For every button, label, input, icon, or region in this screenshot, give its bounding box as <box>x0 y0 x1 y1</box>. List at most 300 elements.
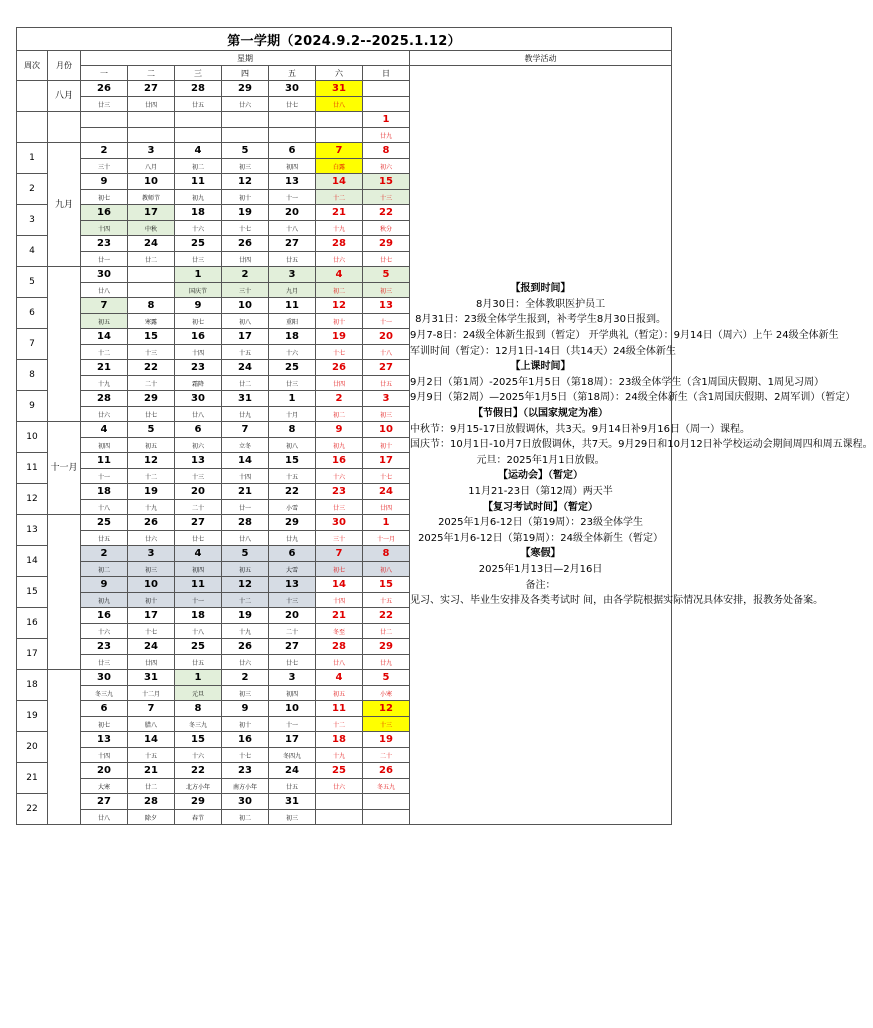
day-number: 31 <box>222 391 269 407</box>
lunar-date: 三十 <box>81 159 128 174</box>
day-number: 31 <box>128 670 175 686</box>
lunar-date: 十一 <box>175 593 222 608</box>
day-number: 7 <box>81 298 128 314</box>
lunar-date: 初八 <box>222 314 269 329</box>
week-number: 14 <box>17 546 48 577</box>
day-number: 27 <box>128 81 175 97</box>
school-calendar-table <box>16 27 873 825</box>
activity-line: 8月30日：全体教职医护员工 <box>476 298 606 310</box>
lunar-date: 初三 <box>363 283 410 298</box>
lunar-date: 二十 <box>363 748 410 763</box>
day-number: 4 <box>316 670 363 686</box>
day-number: 8 <box>363 546 410 562</box>
week-number: 1 <box>17 143 48 174</box>
day-number: 21 <box>128 763 175 779</box>
lunar-date: 廿九 <box>363 655 410 670</box>
lunar-date: 廿二 <box>128 252 175 267</box>
week-number: 2 <box>17 174 48 205</box>
activity-line: 2025年1月13日—2月16日 <box>478 563 603 575</box>
day-number: 11 <box>269 298 316 314</box>
lunar-date: 十三 <box>175 469 222 484</box>
lunar-date: 十六 <box>316 469 363 484</box>
day-number: 30 <box>81 670 128 686</box>
day-number: 13 <box>363 298 410 314</box>
day-number: 26 <box>363 763 410 779</box>
lunar-date: 冬四九 <box>269 748 316 763</box>
day-number: 15 <box>363 577 410 593</box>
day-number: 29 <box>175 794 222 810</box>
activity-line: 元旦：2025年1月1日放假。 <box>476 454 605 466</box>
lunar-date: 廿九 <box>222 407 269 422</box>
lunar-date: 十一 <box>269 717 316 732</box>
day-number: 19 <box>316 329 363 345</box>
day-number: 13 <box>81 732 128 748</box>
lunar-date: 初八 <box>363 562 410 577</box>
lunar-date <box>269 128 316 143</box>
lunar-date: 初九 <box>316 438 363 453</box>
lunar-date: 廿八 <box>81 283 128 298</box>
day-number: 24 <box>269 763 316 779</box>
lunar-date: 廿四 <box>316 376 363 391</box>
day-number: 2 <box>222 267 269 283</box>
activity-section-heading: 【报到时间】 <box>510 283 571 295</box>
day-number: 27 <box>269 639 316 655</box>
day-number: 23 <box>81 236 128 252</box>
lunar-date: 初七 <box>175 314 222 329</box>
day-number <box>128 112 175 128</box>
lunar-date: 廿三 <box>269 376 316 391</box>
day-number: 5 <box>128 422 175 438</box>
day-number <box>222 112 269 128</box>
day-number: 1 <box>175 267 222 283</box>
day-number: 12 <box>316 298 363 314</box>
day-number: 26 <box>81 81 128 97</box>
lunar-date: 十二月 <box>128 686 175 701</box>
lunar-date: 廿八 <box>316 97 363 112</box>
week-number <box>17 112 48 143</box>
day-number: 31 <box>316 81 363 97</box>
lunar-date: 春节 <box>175 810 222 825</box>
day-number: 7 <box>222 422 269 438</box>
lunar-date: 廿六 <box>222 655 269 670</box>
lunar-date: 初九 <box>175 190 222 205</box>
lunar-date: 十二 <box>316 190 363 205</box>
lunar-date: 初二 <box>222 810 269 825</box>
day-number: 17 <box>222 329 269 345</box>
day-number: 18 <box>316 732 363 748</box>
lunar-date: 廿八 <box>316 655 363 670</box>
lunar-date: 廿九 <box>363 128 410 143</box>
day-number: 22 <box>363 205 410 221</box>
activity-line: 国庆节：10月1日-10月7日放假调休，共7天。9月29日和10月12日补学校运动会期间周四和周五课程。 <box>410 439 873 451</box>
weekday-header: 日 <box>363 66 410 81</box>
week-number: 11 <box>17 453 48 484</box>
lunar-date: 初六 <box>175 438 222 453</box>
lunar-date: 十一 <box>363 314 410 329</box>
day-number: 20 <box>363 329 410 345</box>
day-number: 8 <box>128 298 175 314</box>
day-number: 4 <box>316 267 363 283</box>
day-number: 13 <box>269 174 316 190</box>
day-number: 28 <box>316 236 363 252</box>
day-number: 9 <box>81 577 128 593</box>
day-number: 2 <box>81 546 128 562</box>
month-label <box>48 112 81 143</box>
lunar-date: 初四 <box>175 562 222 577</box>
lunar-date: 十五 <box>269 469 316 484</box>
day-number: 25 <box>316 763 363 779</box>
lunar-date: 九月 <box>269 283 316 298</box>
lunar-date: 十八 <box>81 500 128 515</box>
day-number: 28 <box>81 391 128 407</box>
day-number: 2 <box>222 670 269 686</box>
day-number: 20 <box>175 484 222 500</box>
lunar-date: 国庆节 <box>175 283 222 298</box>
lunar-date: 廿四 <box>222 252 269 267</box>
lunar-date: 八月 <box>128 159 175 174</box>
day-number: 22 <box>175 763 222 779</box>
lunar-date: 三十 <box>316 531 363 546</box>
lunar-date: 十七 <box>222 748 269 763</box>
day-number: 21 <box>222 484 269 500</box>
lunar-date: 初二 <box>175 159 222 174</box>
lunar-date: 十五 <box>128 748 175 763</box>
week-number <box>17 81 48 112</box>
lunar-date: 南方小年 <box>222 779 269 794</box>
day-number: 4 <box>175 143 222 159</box>
day-number: 28 <box>128 794 175 810</box>
lunar-date: 十五 <box>363 593 410 608</box>
lunar-date <box>316 128 363 143</box>
day-number: 22 <box>128 360 175 376</box>
lunar-date: 廿六 <box>316 779 363 794</box>
lunar-date: 十二 <box>316 717 363 732</box>
week-number: 13 <box>17 515 48 546</box>
lunar-date: 初五 <box>222 562 269 577</box>
day-number: 26 <box>128 515 175 531</box>
lunar-date: 廿七 <box>128 407 175 422</box>
day-number: 3 <box>269 267 316 283</box>
lunar-date: 十一 <box>81 469 128 484</box>
lunar-date: 廿二 <box>128 779 175 794</box>
lunar-date: 十八 <box>363 345 410 360</box>
day-number: 14 <box>128 732 175 748</box>
lunar-date: 十九 <box>128 500 175 515</box>
day-number: 18 <box>175 205 222 221</box>
lunar-date: 冬至 <box>316 624 363 639</box>
day-number: 5 <box>363 670 410 686</box>
day-number: 26 <box>222 236 269 252</box>
day-number <box>175 112 222 128</box>
day-number: 22 <box>269 484 316 500</box>
lunar-date: 小雪 <box>269 500 316 515</box>
activity-line: 2025年1月6-12日（第19周）：24级全体新生（暂定） <box>418 532 664 544</box>
lunar-date <box>316 810 363 825</box>
lunar-date: 大雪 <box>269 562 316 577</box>
lunar-date: 腊八 <box>128 717 175 732</box>
week-number: 4 <box>17 236 48 267</box>
day-number: 25 <box>175 236 222 252</box>
day-number: 14 <box>316 174 363 190</box>
week-number: 12 <box>17 484 48 515</box>
lunar-date: 十二 <box>128 469 175 484</box>
month-label: 八月 <box>48 81 81 112</box>
day-number <box>363 81 410 97</box>
day-number: 21 <box>316 205 363 221</box>
week-number: 3 <box>17 205 48 236</box>
lunar-date: 廿六 <box>128 531 175 546</box>
lunar-date: 十三 <box>269 593 316 608</box>
weekday-header: 四 <box>222 66 269 81</box>
activity-line: 见习、实习、毕业生安排及各类考试时 间，由各学院根据实际情况具体安排，报教务处备案。 <box>410 595 824 607</box>
day-number: 6 <box>269 546 316 562</box>
lunar-date: 十七 <box>128 624 175 639</box>
day-number: 14 <box>316 577 363 593</box>
lunar-date: 廿四 <box>128 97 175 112</box>
weekday-header: 三 <box>175 66 222 81</box>
day-number: 8 <box>269 422 316 438</box>
activities-header: 教学活动 <box>410 51 672 66</box>
lunar-date: 冬三九 <box>81 686 128 701</box>
week-number: 20 <box>17 732 48 763</box>
lunar-date: 北方小年 <box>175 779 222 794</box>
day-number: 19 <box>222 608 269 624</box>
day-number <box>316 112 363 128</box>
day-number: 8 <box>175 701 222 717</box>
day-number: 25 <box>175 639 222 655</box>
lunar-date: 十四 <box>316 593 363 608</box>
day-number: 29 <box>363 236 410 252</box>
lunar-date: 冬三九 <box>175 717 222 732</box>
day-number: 25 <box>81 515 128 531</box>
calendar-title: 第一学期（2024.9.2--2025.1.12） <box>17 28 672 51</box>
lunar-date: 廿八 <box>175 407 222 422</box>
lunar-date: 廿一 <box>81 252 128 267</box>
lunar-date: 十九 <box>316 748 363 763</box>
week-number: 6 <box>17 298 48 329</box>
lunar-date <box>222 128 269 143</box>
day-number: 3 <box>128 143 175 159</box>
lunar-date: 廿五 <box>269 252 316 267</box>
day-number: 16 <box>175 329 222 345</box>
day-number: 10 <box>128 174 175 190</box>
day-number: 23 <box>316 484 363 500</box>
day-number: 12 <box>222 174 269 190</box>
lunar-date: 廿四 <box>128 655 175 670</box>
lunar-date: 重阳 <box>269 314 316 329</box>
lunar-date: 二十 <box>269 624 316 639</box>
day-number: 5 <box>363 267 410 283</box>
activity-section-heading: 【运动会】（暂定） <box>498 470 584 482</box>
lunar-date: 冬五九 <box>363 779 410 794</box>
day-number: 21 <box>81 360 128 376</box>
lunar-date: 十六 <box>269 345 316 360</box>
lunar-date: 廿三 <box>81 655 128 670</box>
week-number: 17 <box>17 639 48 670</box>
day-number: 9 <box>81 174 128 190</box>
activity-line: 11月21-23日（第12周）两天半 <box>468 485 613 497</box>
day-number: 12 <box>363 701 410 717</box>
lunar-date: 廿五 <box>81 531 128 546</box>
day-number: 23 <box>222 763 269 779</box>
activity-line: 中秋节：9月15-17日放假调休，共3天。9月14日补9月16日（周一）课程。 <box>410 423 750 435</box>
lunar-date: 二十 <box>175 500 222 515</box>
activity-line: 8月31日：23级全体学生报到，补考学生8月30日报到。 <box>415 314 666 326</box>
lunar-date: 初七 <box>316 562 363 577</box>
day-number: 23 <box>81 639 128 655</box>
day-number: 14 <box>222 453 269 469</box>
lunar-date: 廿五 <box>363 376 410 391</box>
day-number: 24 <box>222 360 269 376</box>
day-number: 16 <box>316 453 363 469</box>
day-number: 15 <box>269 453 316 469</box>
month-label <box>48 515 81 670</box>
day-number: 18 <box>81 484 128 500</box>
lunar-date: 初三 <box>222 686 269 701</box>
lunar-date <box>363 97 410 112</box>
lunar-date: 初二 <box>81 562 128 577</box>
day-number: 7 <box>316 546 363 562</box>
lunar-date: 霜降 <box>175 376 222 391</box>
day-number: 11 <box>81 453 128 469</box>
day-number: 29 <box>222 81 269 97</box>
week-number: 15 <box>17 577 48 608</box>
day-number: 7 <box>128 701 175 717</box>
activity-line: 9月9日（第2周）—2025年1月5日（第18周）：24级全体新生（含1周国庆假期、2周军训）（暂定） <box>410 392 856 404</box>
day-number: 12 <box>128 453 175 469</box>
lunar-date: 三十 <box>222 283 269 298</box>
activity-line: 军训时间（暂定）：12月1日-14日（共14天）24级全体新生 <box>410 345 676 357</box>
lunar-date: 白露 <box>316 159 363 174</box>
lunar-date: 十五 <box>222 345 269 360</box>
day-number: 24 <box>363 484 410 500</box>
day-number: 12 <box>222 577 269 593</box>
weekday-header: 二 <box>128 66 175 81</box>
lunar-date: 廿三 <box>175 252 222 267</box>
lunar-date <box>363 810 410 825</box>
month-label: 九月 <box>48 143 81 267</box>
day-number: 27 <box>363 360 410 376</box>
day-number: 26 <box>222 639 269 655</box>
lunar-date: 十三 <box>128 345 175 360</box>
lunar-date: 十四 <box>81 748 128 763</box>
day-number: 30 <box>222 794 269 810</box>
day-number: 5 <box>222 143 269 159</box>
lunar-date <box>128 283 175 298</box>
lunar-date: 十九 <box>81 376 128 391</box>
day-number: 6 <box>175 422 222 438</box>
day-number: 6 <box>269 143 316 159</box>
lunar-date: 初三 <box>363 407 410 422</box>
lunar-date: 廿五 <box>269 779 316 794</box>
lunar-date: 中秋 <box>128 221 175 236</box>
lunar-date: 除夕 <box>128 810 175 825</box>
activity-line: 9月7-8日：24级全体新生报到（暂定） 开学典礼（暂定）：9月14日（周六）上午 24级全体新生 <box>410 330 839 342</box>
lunar-date: 教师节 <box>128 190 175 205</box>
day-number: 17 <box>128 205 175 221</box>
month-label <box>48 267 81 422</box>
day-number: 3 <box>363 391 410 407</box>
day-number: 16 <box>222 732 269 748</box>
lunar-date: 廿四 <box>363 500 410 515</box>
day-number: 18 <box>269 329 316 345</box>
day-number: 30 <box>175 391 222 407</box>
day-number: 11 <box>175 174 222 190</box>
lunar-date: 初十 <box>363 438 410 453</box>
teaching-activities-panel <box>410 66 873 825</box>
weekday-header: 六 <box>316 66 363 81</box>
activity-section-heading: 【上课时间】 <box>510 361 571 373</box>
lunar-date: 十三 <box>363 190 410 205</box>
day-number: 18 <box>175 608 222 624</box>
lunar-date: 初七 <box>81 717 128 732</box>
day-number: 17 <box>269 732 316 748</box>
lunar-date: 廿七 <box>269 655 316 670</box>
week-number: 22 <box>17 794 48 825</box>
lunar-date: 寒露 <box>128 314 175 329</box>
lunar-date: 廿八 <box>81 810 128 825</box>
week-number: 9 <box>17 391 48 422</box>
lunar-date: 廿一 <box>222 500 269 515</box>
lunar-date: 十六 <box>175 748 222 763</box>
lunar-date: 初三 <box>269 810 316 825</box>
day-number: 3 <box>128 546 175 562</box>
day-number: 27 <box>81 794 128 810</box>
lunar-date: 初五 <box>316 686 363 701</box>
weekday-header: 一 <box>81 66 128 81</box>
lunar-date: 十一月 <box>363 531 410 546</box>
day-number: 1 <box>363 112 410 128</box>
day-number: 24 <box>128 639 175 655</box>
week-number: 8 <box>17 360 48 391</box>
day-number: 15 <box>175 732 222 748</box>
day-number: 10 <box>222 298 269 314</box>
lunar-date: 廿六 <box>81 407 128 422</box>
day-number: 20 <box>269 608 316 624</box>
day-number: 21 <box>316 608 363 624</box>
day-number: 16 <box>81 608 128 624</box>
day-number: 22 <box>363 608 410 624</box>
day-number: 28 <box>175 81 222 97</box>
activity-section-heading: 【寒假】 <box>520 548 561 560</box>
lunar-date: 廿七 <box>269 97 316 112</box>
month-label: 十一月 <box>48 422 81 515</box>
day-number: 30 <box>269 81 316 97</box>
lunar-date: 十月 <box>269 407 316 422</box>
lunar-date: 十七 <box>316 345 363 360</box>
lunar-date: 初三 <box>128 562 175 577</box>
lunar-date: 初五 <box>81 314 128 329</box>
day-number: 4 <box>175 546 222 562</box>
lunar-date: 初五 <box>128 438 175 453</box>
week-number: 5 <box>17 267 48 298</box>
week-number: 10 <box>17 422 48 453</box>
lunar-date: 廿二 <box>363 624 410 639</box>
lunar-date: 立冬 <box>222 438 269 453</box>
lunar-date: 廿五 <box>175 97 222 112</box>
lunar-date: 十九 <box>222 624 269 639</box>
day-number: 28 <box>316 639 363 655</box>
day-number: 13 <box>269 577 316 593</box>
day-number: 25 <box>269 360 316 376</box>
day-number: 27 <box>175 515 222 531</box>
weekday-group-header: 星期 <box>81 51 410 66</box>
lunar-date: 小寒 <box>363 686 410 701</box>
lunar-date: 初四 <box>269 686 316 701</box>
day-number: 10 <box>269 701 316 717</box>
lunar-date: 初二 <box>316 283 363 298</box>
day-number: 15 <box>128 329 175 345</box>
